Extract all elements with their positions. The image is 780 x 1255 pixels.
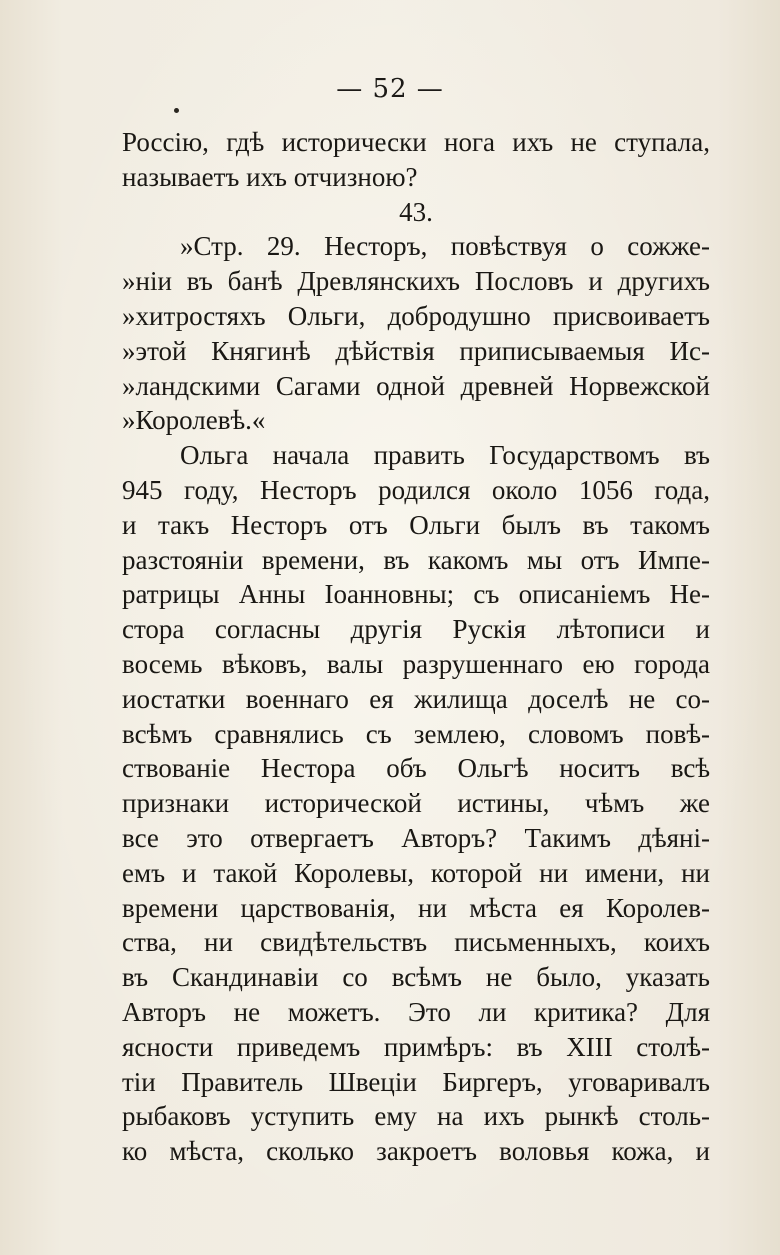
ink-speck	[174, 108, 179, 113]
text-line: все это отвергаетъ Авторъ? Такимъ дѣяні-	[122, 822, 710, 853]
text-line: ства, ни свидѣтельствъ письменныхъ, коихъ	[122, 927, 710, 958]
text-line: Россію, гдѣ исторически нога ихъ не ступала,	[122, 127, 710, 157]
text-line: и такъ Несторъ отъ Ольги былъ въ такомъ	[122, 509, 710, 540]
text-line: »ландскими Сагами одной древней Норвежской	[122, 370, 710, 401]
text-line: всѣмъ сравнялись съ землею, словомъ повѣ-	[122, 718, 710, 749]
text-line: ко мѣста, сколько закроетъ воловья кожа, и	[122, 1136, 710, 1167]
text-line: восемь вѣковъ, валы разрушеннаго ею города	[122, 648, 710, 679]
text-line: тіи Правитель Швеціи Биргеръ, уговаривалъ	[122, 1066, 710, 1097]
text-line: стора согласны другія Рускія лѣтописи и	[122, 614, 710, 645]
text-line: »Стр. 29. Несторъ, повѣствуя о сожже-	[180, 231, 710, 262]
text-line: 945 году, Несторъ родился около 1056 года,	[122, 474, 710, 505]
text-line: времени царствованія, ни мѣста ея Королев-	[122, 892, 710, 923]
text-line: называетъ ихъ отчизною?	[122, 161, 418, 192]
page-number: — 52 —	[336, 74, 444, 104]
text-line: рыбаковъ уступить ему на ихъ рынкѣ столь-	[122, 1101, 710, 1132]
text-line: »хитростяхъ Ольги, добродушно присвоиваетъ	[122, 300, 710, 331]
text-line: емъ и такой Королевы, которой ни имени, ни	[122, 857, 710, 888]
text-line: ратрицы Анны Іоанновны; съ описаніемъ Не-	[122, 579, 710, 610]
text-line: ясности приведемъ примѣръ: въ XIII столѣ-	[122, 1031, 710, 1062]
text-line: »ніи въ банѣ Древлянскихъ Пословъ и другихъ	[122, 266, 710, 297]
text-line: Ольга начала править Государствомъ въ	[180, 440, 710, 471]
body-text	[122, 125, 710, 1169]
text-line: разстояніи времени, въ какомъ мы отъ Импе-	[122, 544, 710, 575]
text-line: иостатки военнаго ея жилища доселѣ не со-	[122, 683, 710, 714]
text-line: ствованіе Нестора объ Ольгѣ носитъ всѣ	[122, 753, 710, 784]
text-line: »Королевѣ.«	[122, 405, 266, 436]
section-number: 43.	[399, 196, 433, 227]
text-line: Авторъ не можетъ. Это ли критика? Для	[122, 996, 710, 1027]
text-line: »этой Княгинѣ дѣйствія приписываемыя Ис-	[122, 335, 710, 366]
text-line: въ Скандинавіи со всѣмъ не было, указать	[122, 962, 710, 993]
text-line: признаки исторической истины, чѣмъ же	[122, 788, 710, 819]
